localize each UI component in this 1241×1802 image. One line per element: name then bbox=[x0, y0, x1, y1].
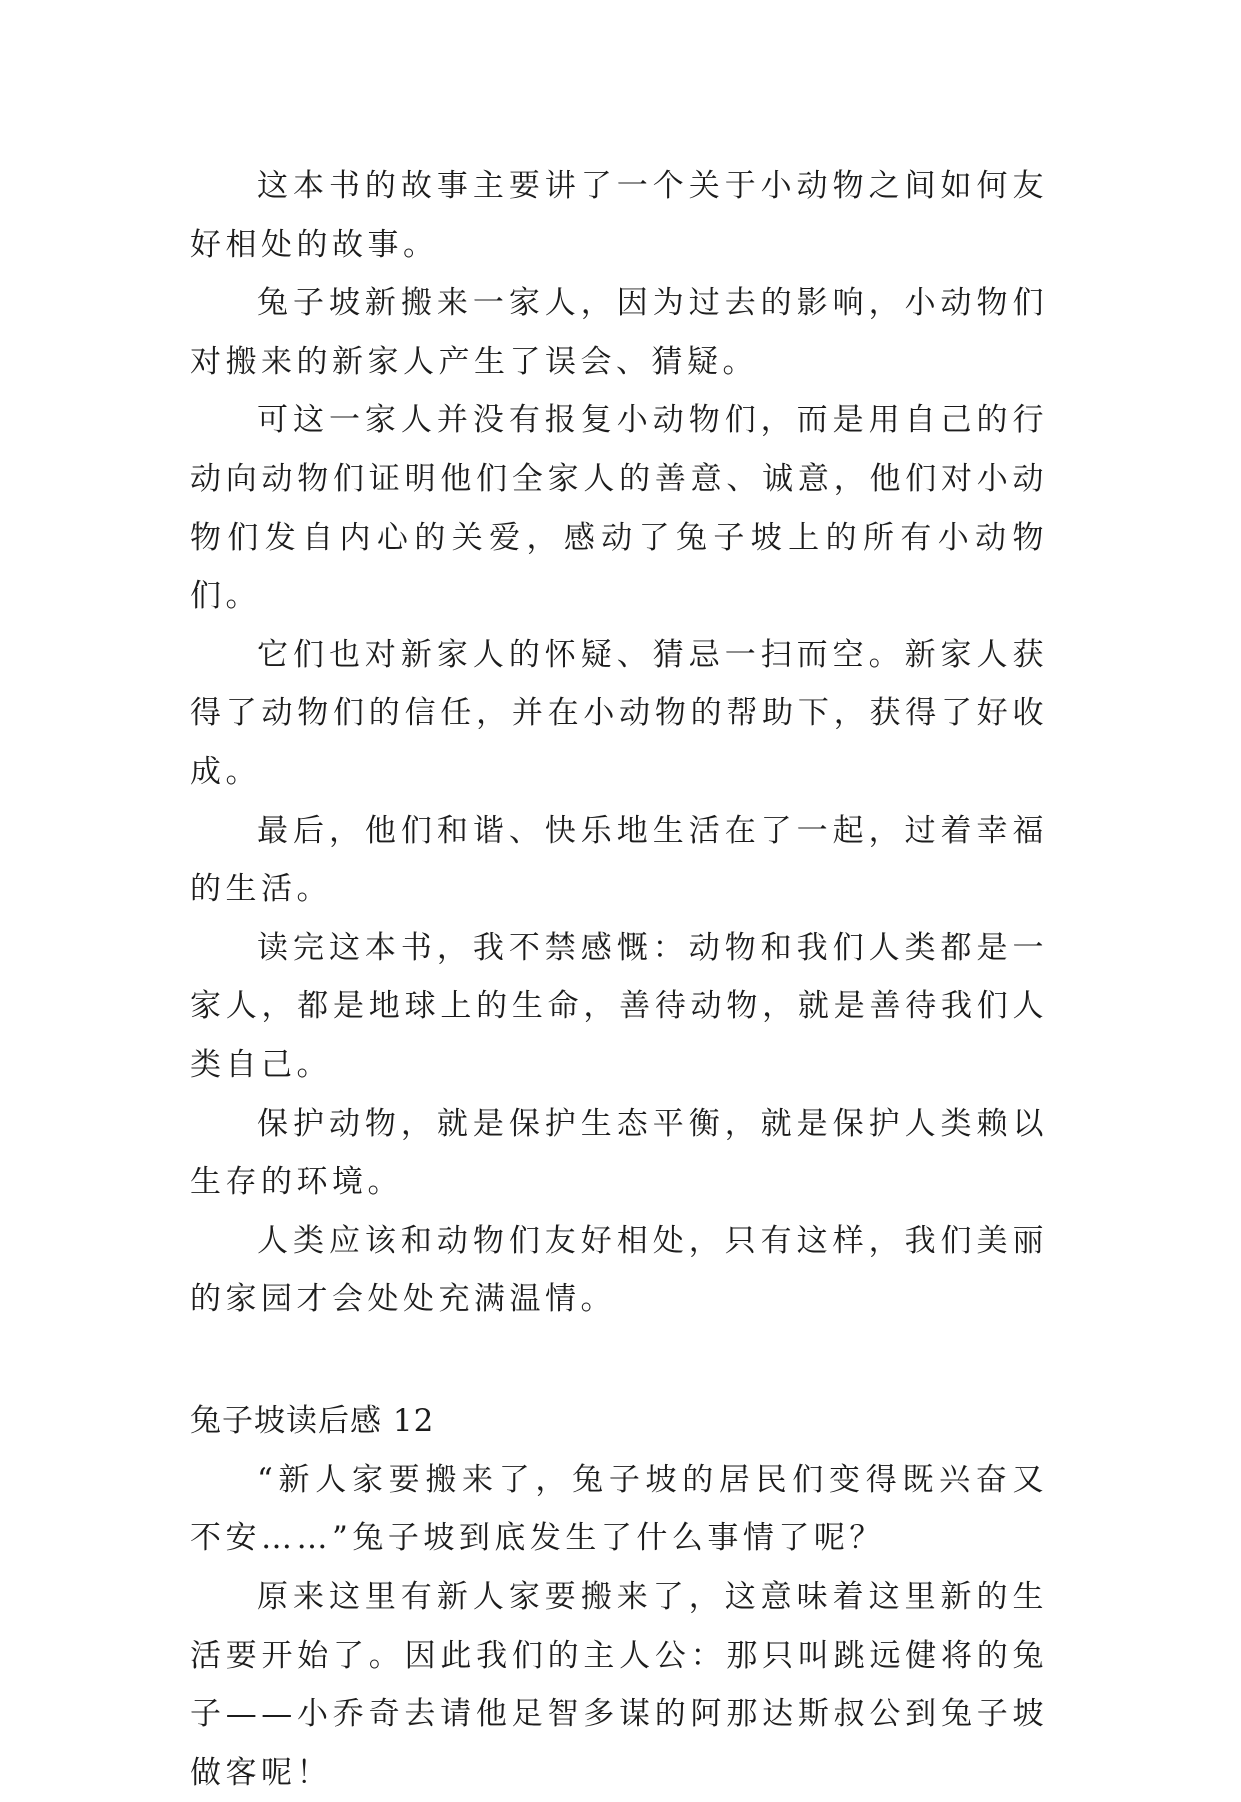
paragraph: 保护动物，就是保护生态平衡，就是保护人类赖以生存的环境。 bbox=[190, 1105, 1048, 1201]
section-heading: 兔子坡读后感 12 bbox=[190, 1402, 435, 1439]
paragraph: 可这一家人并没有报复小动物们，而是用自己的行动向动物们证明他们全家人的善意、诚意，他们对小动物们发自内心的关爱，感动了兔子坡上的所有小动物们。 bbox=[190, 402, 1048, 615]
paragraph: 读完这本书，我不禁感慨：动物和我们人类都是一家人，都是地球上的生命，善待动物，就是善待我们人类自己。 bbox=[190, 929, 1048, 1083]
paragraph: 人类应该和动物们友好相处，只有这样，我们美丽的家园才会处处充满温情。 bbox=[190, 1222, 1048, 1318]
paragraph: 兔子坡新搬来一家人，因为过去的影响，小动物们对搬来的新家人产生了误会、猜疑。 bbox=[190, 285, 1048, 380]
document-body bbox=[190, 157, 1048, 1802]
paragraph: 原来这里有新人家要搬来了，这意味着这里新的生活要开始了。因此我们的主人公：那只叫跳远健将的兔子——小乔奇去请他足智多谋的阿那达斯叔公到兔子坡做客呢！ bbox=[190, 1579, 1048, 1791]
paragraph: 这本书的故事主要讲了一个关于小动物之间如何友好相处的故事。 bbox=[190, 168, 1048, 263]
paragraph: “新人家要搬来了，兔子坡的居民们变得既兴奋又不安……”兔子坡到底发生了什么事情了呢？ bbox=[190, 1461, 1048, 1557]
paragraph: 最后，他们和谐、快乐地生活在了一起，过着幸福的生活。 bbox=[190, 812, 1048, 908]
paragraph: 它们也对新家人的怀疑、猜忌一扫而空。新家人获得了动物们的信任，并在小动物的帮助下，获得了好收成。 bbox=[190, 636, 1048, 790]
